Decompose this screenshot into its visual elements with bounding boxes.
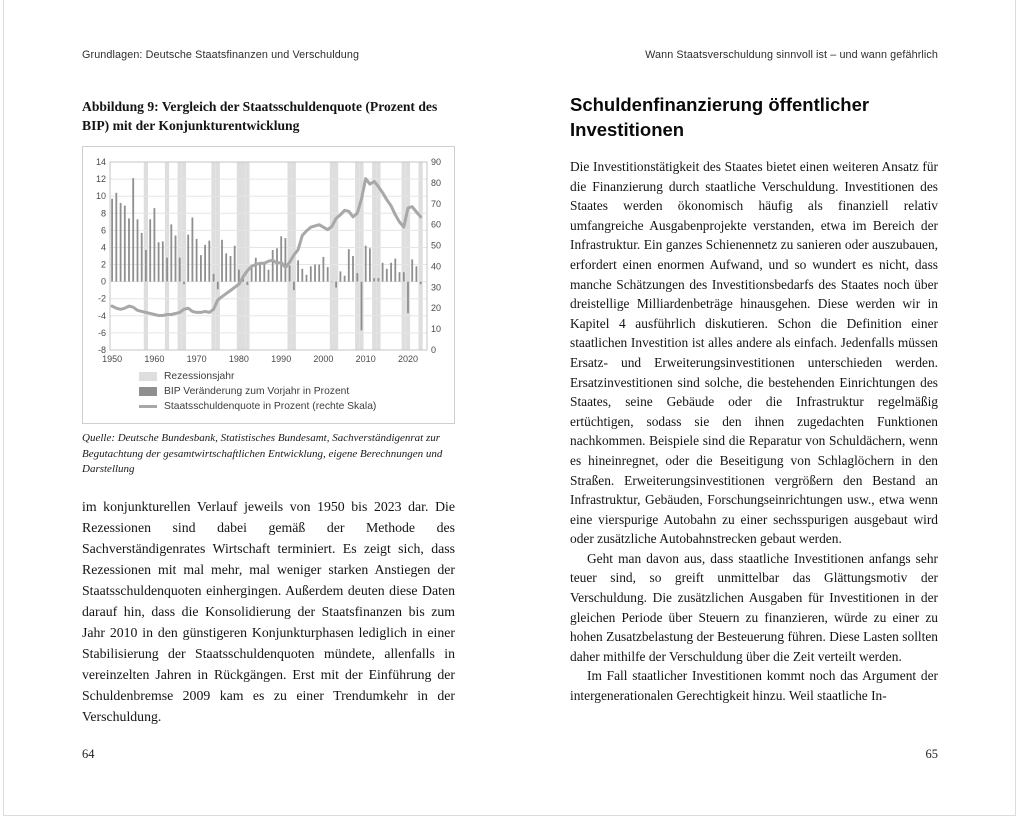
legend-label-gdp: BIP Veränderung zum Vorjahr in Prozent: [164, 386, 350, 397]
svg-text:8: 8: [100, 208, 106, 219]
legend-item-debt: [139, 399, 454, 414]
svg-text:-6: -6: [97, 327, 106, 338]
svg-text:40: 40: [431, 261, 442, 272]
svg-text:50: 50: [431, 240, 442, 251]
running-header-left: Grundlagen: Deutsche Staatsfinanzen und Verschuldung: [82, 49, 360, 61]
svg-text:6: 6: [100, 225, 106, 236]
body-paragraph-left: im konjunkturellen Verlauf jeweils von 1950 bis 2023 dar. Die Rezessionen sind dabei gemäß der Methode des Sachverständigenrates Wirtschaft terminiert. Es zeigt sich, dass Rezessionen mit mal mehr, mal weniger starken Anstiegen der Staatsschuldenquoten einhergingen. Außerdem deuten diese Daten darauf hin, dass die Konsolidierung der Staatsfinanzen bis zum Jahr 2010 in den günstigeren Konjunkturphasen lediglich in einer Stabilisierung der Staatsschuldenquoten mündete, allenfalls in vereinzelten Jahren in Rückgängen. Erst mit der Einführung der Schuldenbremse 2009 kam es zu einer Trendumkehr in der Verschuldung.: [82, 499, 455, 724]
svg-text:1980: 1980: [228, 354, 249, 364]
page-number-right: 65: [925, 747, 938, 761]
chart-canvas: [86, 154, 451, 366]
legend-swatch-gdp: [139, 387, 157, 396]
page-left: [82, 0, 455, 817]
figure-9-chart: [82, 146, 455, 424]
svg-text:1970: 1970: [186, 354, 207, 364]
svg-text:70: 70: [431, 198, 442, 209]
svg-text:-2: -2: [97, 293, 106, 304]
svg-text:1950: 1950: [102, 354, 123, 364]
svg-text:10: 10: [431, 324, 442, 335]
legend-label-recession: Rezessionsjahr: [164, 371, 235, 382]
svg-text:60: 60: [431, 219, 442, 230]
chart-legend: [139, 369, 454, 414]
legend-item-recession: [139, 369, 454, 384]
legend-swatch-recession: [139, 372, 157, 381]
svg-text:80: 80: [431, 177, 442, 188]
svg-text:10: 10: [95, 191, 106, 202]
svg-text:2000: 2000: [313, 354, 334, 364]
svg-text:-8: -8: [97, 345, 106, 355]
svg-text:2010: 2010: [355, 354, 376, 364]
page-number-left: 64: [82, 747, 95, 761]
svg-text:30: 30: [431, 282, 442, 293]
svg-text:20: 20: [431, 303, 442, 314]
svg-text:4: 4: [100, 242, 106, 253]
svg-text:-4: -4: [97, 310, 106, 321]
svg-text:2: 2: [100, 259, 106, 270]
source-note: Quelle: Deutsche Bundesbank, Statistisches Bundesamt, Sachverständigenrat zur Begutachtung der gesamtwirtschaftlichen Entwicklung, eigene Berechnungen und Darstellung: [82, 432, 443, 475]
body-text-right: [570, 157, 938, 706]
page-edge-right: [1015, 0, 1016, 815]
svg-text:2020: 2020: [397, 354, 419, 364]
running-header-right: Wann Staatsverschuldung sinnvoll ist – und wann gefährlich: [645, 49, 938, 61]
svg-text:14: 14: [95, 157, 106, 167]
body-text-left: [82, 496, 455, 727]
svg-text:1990: 1990: [271, 354, 292, 364]
body-paragraph-1: Die Investitionstätigkeit des Staates bietet einen weiteren Ansatz für die Finanzierung durch staatliche Verschuldung. Investitionen des Staates werden ökonomisch häufig als finanziell relativ umfangreiche Ausgabenprojekte verstanden, etwa im Bereich der Infrastruktur. Ein ganzes Schienennetz zu sanieren oder auszubauen, erfordert einen enormen Aufwand, und so wundert es nicht, dass manche Schätzungen des Investitionsbedarfs des Staates noch über dreistellige Milliardenbeträge hinausgehen. Diese werden wir in Kapitel 4 ausführlich diskutieren. Schon die Definition einer staatlichen Investition ist alles andere als einfach. Jedenfalls müssen Ersatz- und Erweiterungsinvestitionen unterschieden werden. Ersatzinvestitionen sind solche, die bestehenden Einrichtungen des Staates, seine Gebäude oder die Infrastruktur regelmäßig ertüchtigen, sodass sie den ihnen zugedachten Funktionen nachkommen. Beispiele sind die Reparatur von Schuldächern, wenn es hineinregnet, oder die Beseitigung von Schlaglöchern in den Straßen. Erweiterungsinvestitionen vergrößern den Bestand an Infrastruktur, Gebäuden, Forschungseinrichtungen usw., etwa wenn eine vierspurige Autobahn zu einer sechsspurigen ausgebaut wird oder zusätzliche Autobahnstrecken gebaut werden.: [570, 159, 938, 547]
page-edge-left: [3, 0, 4, 815]
body-paragraph-3: Im Fall staatlicher Investitionen kommt noch das Argument der intergenerationalen Gerechtigkeit hinzu. Weil staatliche In-: [570, 668, 938, 704]
svg-text:12: 12: [95, 174, 106, 185]
figure-caption: Abbildung 9: Vergleich der Staatsschuldenquote (Prozent des BIP) mit der Konjunkturentwicklung: [82, 99, 438, 133]
body-paragraph-2: Geht man davon aus, dass staatliche Investitionen anfangs sehr teuer sind, so greift unmittelbar das Glättungsmotiv der Verschuldung. Die zusätzlichen Ausgaben für Investitionen in der gleichen Periode über Steuern zu finanzieren, würde zu einer zu hohen Zusatzbelastung der Besteuerung führen. Diese Lasten sollten daher mithilfe der Verschuldung über die Zeit verteilt werden.: [570, 550, 938, 664]
section-heading: Schuldenfinanzierung öffentlicher Investitionen: [570, 94, 870, 140]
legend-swatch-debt: [139, 405, 157, 408]
svg-text:1960: 1960: [144, 354, 165, 364]
svg-text:0: 0: [431, 345, 437, 355]
svg-text:0: 0: [100, 276, 106, 287]
svg-text:90: 90: [431, 157, 442, 167]
page-right: [570, 0, 938, 817]
legend-item-gdp: [139, 384, 454, 399]
legend-label-debt: Staatsschuldenquote in Prozent (rechte Skala): [164, 401, 377, 412]
